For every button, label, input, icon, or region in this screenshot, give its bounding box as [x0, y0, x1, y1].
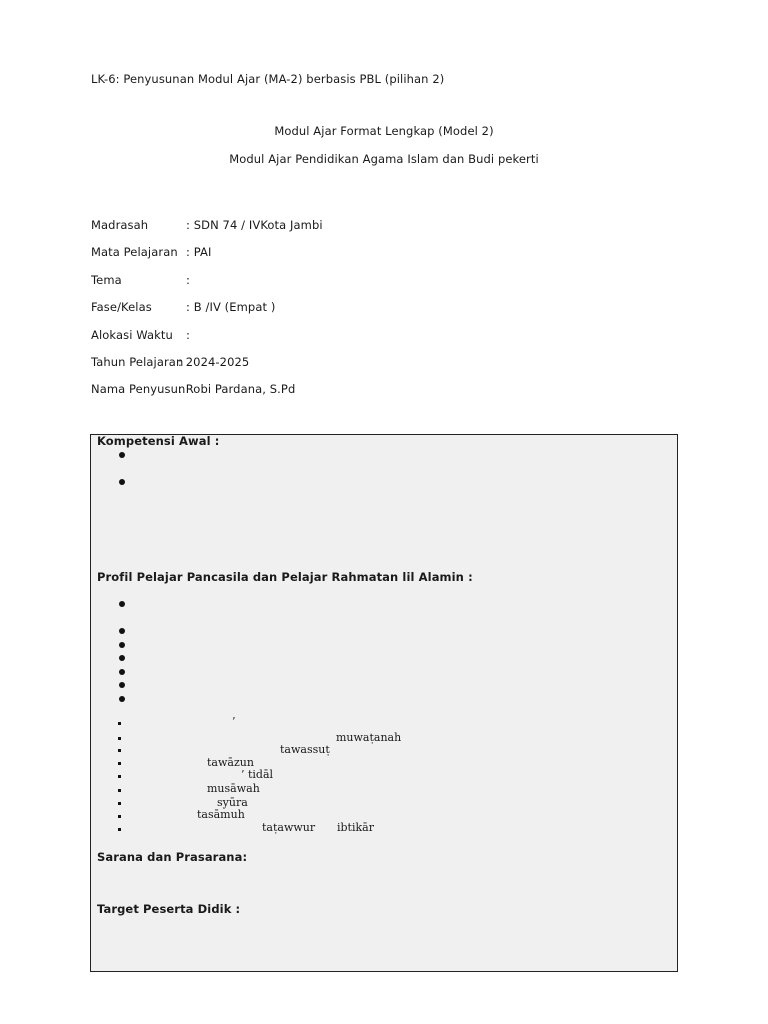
madrasah-label: Madrasah: [91, 218, 149, 232]
phase-class-value: : B /IV (Empat ): [186, 300, 276, 314]
bullet: [119, 452, 125, 458]
square-bullet: [118, 775, 121, 778]
student-profile-heading: Profil Pelajar Pancasila dan Pelajar Rahmatan lil Alamin :: [97, 570, 473, 584]
value-term: ibtikār: [337, 821, 374, 834]
square-bullet: [118, 749, 121, 752]
value-term: ’: [232, 715, 236, 728]
bullet: [119, 696, 125, 702]
author-value: : Robi Pardana, S.Pd: [178, 382, 296, 396]
value-term: musāwah: [207, 782, 260, 795]
square-bullet: [118, 762, 121, 765]
value-term: muwaṭanah: [336, 731, 402, 744]
bullet: [119, 642, 125, 648]
value-term: ’ tidāl: [241, 768, 274, 781]
academic-year-value: : 2024-2025: [178, 355, 250, 369]
bullet: [119, 601, 125, 607]
square-bullet: [118, 815, 121, 818]
bullet: [119, 669, 125, 675]
madrasah-value: : SDN 74 / IVKota Jambi: [186, 218, 323, 232]
module-subtitle-format: Modul Ajar Format Lengkap (Model 2): [274, 124, 494, 138]
module-content-box: [90, 434, 678, 972]
value-term: taṭawwur: [262, 821, 316, 834]
value-term: tawāzun: [207, 756, 254, 769]
square-bullet: [118, 802, 121, 805]
square-bullet: [118, 737, 121, 740]
academic-year-label: Tahun Pelajaran: [91, 355, 184, 369]
value-term: tawassuṭ: [280, 743, 330, 756]
target-students-heading: Target Peserta Didik :: [97, 902, 241, 916]
subject-label: Mata Pelajaran: [91, 245, 178, 259]
time-allocation-value: :: [186, 328, 190, 342]
phase-class-label: Fase/Kelas: [91, 300, 152, 314]
square-bullet: [118, 828, 121, 831]
subject-value: : PAI: [186, 245, 212, 259]
bullet: [119, 479, 125, 485]
value-term: syūra: [217, 796, 248, 809]
bullet: [119, 628, 125, 634]
module-subtitle-subject: Modul Ajar Pendidikan Agama Islam dan Budi pekerti: [229, 152, 539, 166]
value-term: tasāmuh: [197, 808, 245, 821]
theme-label: Tema: [91, 273, 122, 287]
bullet: [119, 682, 125, 688]
bullet: [119, 655, 125, 661]
lk-title: LK-6: Penyusunan Modul Ajar (MA-2) berbasis PBL (pilihan 2): [91, 72, 445, 86]
time-allocation-label: Alokasi Waktu: [91, 328, 173, 342]
author-label: Nama Penyusun: [91, 382, 186, 396]
facilities-heading: Sarana dan Prasarana:: [97, 850, 248, 864]
theme-value: :: [186, 273, 190, 287]
initial-competence-heading: Kompetensi Awal :: [97, 434, 220, 448]
square-bullet: [118, 789, 121, 792]
square-bullet: [118, 722, 121, 725]
